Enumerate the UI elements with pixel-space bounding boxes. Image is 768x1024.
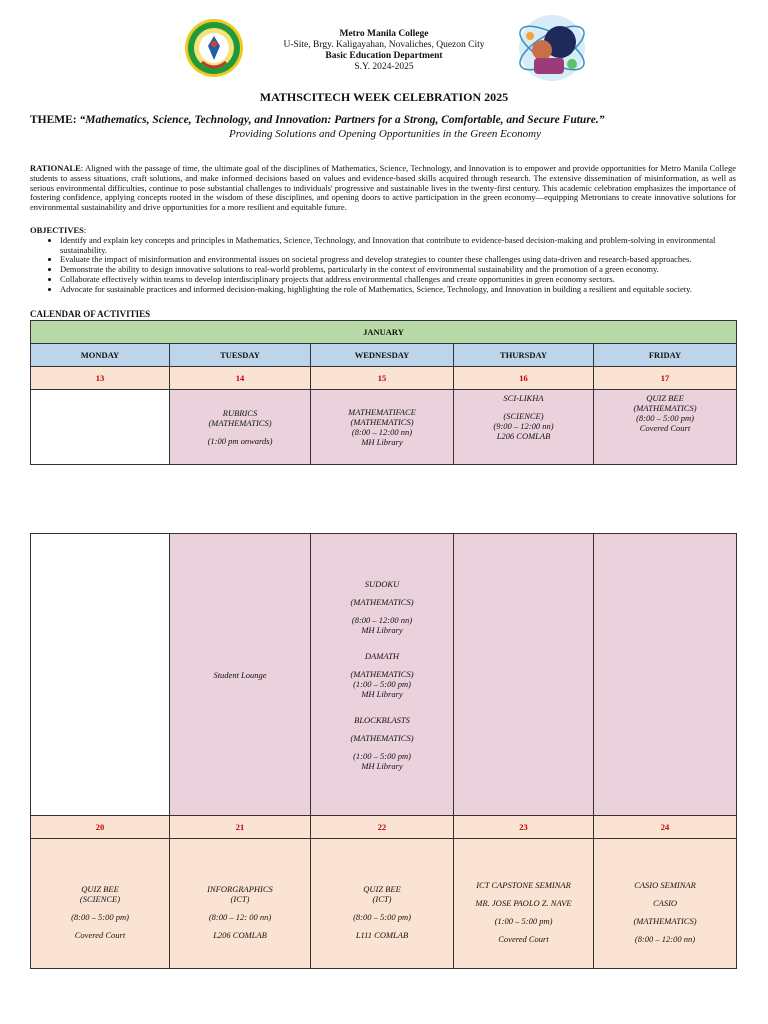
event-venue: Covered Court bbox=[639, 423, 691, 433]
event-cell-friday-cont bbox=[594, 534, 737, 816]
event-cell-wednesday-15 bbox=[311, 390, 454, 465]
date-cell: 21 bbox=[170, 816, 311, 839]
event-name: RUBRICS bbox=[222, 408, 258, 418]
date-cell: 16 bbox=[454, 367, 594, 390]
event-venue: Covered Court bbox=[74, 929, 126, 940]
event-time: (8:00 – 12:00 nn) bbox=[634, 933, 696, 944]
calendar-label: CALENDAR OF ACTIVITIES bbox=[30, 309, 151, 319]
objectives-list bbox=[30, 236, 736, 295]
event-time: (9:00 – 12:00 nn) bbox=[493, 421, 554, 431]
event-venue: L206 COMLAB bbox=[496, 431, 551, 441]
event-cell-tuesday-cont bbox=[170, 534, 311, 816]
objective-item: • Collaborate effectively within teams to develop interdisciplinary projects that address environmental challenges and create opportunities in green economy sectors. bbox=[60, 275, 736, 285]
event-cell-tuesday-21 bbox=[170, 839, 311, 969]
calendar-table-week2 bbox=[30, 533, 737, 969]
day-header-wednesday: WEDNESDAY bbox=[311, 344, 454, 367]
event-name: ICT CAPSTONE SEMINAR bbox=[476, 879, 571, 890]
event-time: (8:00 – 12:00 nn) bbox=[351, 614, 413, 625]
event-cell-monday-20 bbox=[31, 839, 170, 969]
school-name: Metro Manila College bbox=[339, 29, 429, 39]
event-name: SCI-LIKHA bbox=[503, 393, 544, 403]
event-cell-thursday-16 bbox=[454, 390, 594, 465]
event-time: (8:00 – 5:00 pm) bbox=[71, 911, 129, 922]
event-venue: L111 COMLAB bbox=[355, 929, 409, 940]
theme-subtitle: Providing Solutions and Opening Opportunities in the Green Economy bbox=[228, 128, 542, 140]
date-cell: 17 bbox=[594, 367, 737, 390]
event-name: DAMATH bbox=[364, 650, 400, 661]
event-subject: (MATHEMATICS) bbox=[633, 915, 697, 926]
objective-item: • Demonstrate the ability to design innovative solutions to real-world problems, particularly in the context of environmental sustainability and the promotion of a green economy. bbox=[60, 265, 736, 275]
theme-text: “Mathematics, Science, Technology, and Innovation: Partners for a Strong, Comfortable, and Secure Future.” bbox=[79, 114, 605, 126]
event-subject: (SCIENCE) bbox=[79, 893, 121, 904]
day-header-thursday: THURSDAY bbox=[454, 344, 594, 367]
objective-item: • Identify and explain key concepts and principles in Mathematics, Science, Technology, and Innovation that contribute to evidence-based decision-making and problem-solving in environmental sustainability. bbox=[60, 236, 736, 256]
event-cell-monday-cont bbox=[31, 534, 170, 816]
school-year: S.Y. 2024-2025 bbox=[354, 62, 414, 72]
page-title: MATHSCITECH WEEK CELEBRATION 2025 bbox=[259, 90, 509, 104]
day-header-friday: FRIDAY bbox=[594, 344, 737, 367]
event-time: (8:00 – 5:00 pm) bbox=[353, 911, 411, 922]
event-cell-friday-17 bbox=[594, 390, 737, 465]
event-speaker: MR. JOSE PAOLO Z. NAVE bbox=[475, 897, 572, 908]
school-header bbox=[0, 29, 768, 73]
event-subject: (MATHEMATICS) bbox=[208, 418, 272, 428]
calendar-table-week1 bbox=[30, 320, 737, 465]
objectives-section: OBJECTIVES: • Identify and explain key concepts and principles in Mathematics, Science, Technology, and Innovation that contribute to evidence-based decision-making and problem-solving in environmental sustainability. • Evaluate the impact of misinformation and environmental issues on societal progress and develop strategies to counter these challenges using data-driven and research-based approaches. • Demonstrate the ability to design innovative solutions to real-world problems, particularly in the context of environmental sustainability and the promotion of a green economy. • Collaborate effectively within teams to develop interdisciplinary projects that address environmental challenges and create opportunities in green economy sectors. • Advocate for sustainable practices and informed decision-making, highlighting the role of Mathematics, Science, Technology, and Innovation in building a resilient and equitable society. bbox=[30, 226, 736, 295]
event-subject: (SCIENCE) bbox=[503, 411, 544, 421]
event-subject: (MATHEMATICS) bbox=[350, 596, 414, 607]
date-cell: 14 bbox=[170, 367, 311, 390]
event-subject: (MATHEMATICS) bbox=[633, 403, 697, 413]
event-venue: MH Library bbox=[361, 688, 403, 699]
event-subject: (ICT) bbox=[372, 893, 392, 904]
event-subject: (ICT) bbox=[230, 893, 250, 904]
event-cell-monday-13 bbox=[31, 390, 170, 465]
event-cell-wednesday-cont bbox=[311, 534, 454, 816]
date-cell: 22 bbox=[311, 816, 454, 839]
event-sponsor: CASIO bbox=[652, 897, 678, 908]
date-cell: 15 bbox=[311, 367, 454, 390]
theme-label: THEME: bbox=[30, 114, 77, 126]
rationale-text: : Aligned with the passage of time, the ultimate goal of the disciplines of Mathematics, Science, Technology, and Innovation is to empower and provide opportunities for Metro Manila College students to assess situations, craft solutions, and make informed decisions based on values and evidence-based skills acquired through research. The extensive dissemination of misinformation, as well as serious environmental difficulties, continue to pose substantial challenges to individuals' progressive and sustainable lives in the twenty-first century. This academic celebration emphasizes the importance of fostering confidence, applying concepts rooted in the wisdom of these disciplines, and opening doors to active participation in the green economy—equipping Metronians to create innovative solutions for environmental sustainability and drive opportunities for a more resilient and equitable future. bbox=[30, 163, 736, 213]
event-time: (8:00 – 5:00 pm) bbox=[636, 413, 694, 423]
event-venue: Student Lounge bbox=[213, 669, 267, 680]
event-venue: MH Library bbox=[361, 624, 403, 635]
department: Basic Education Department bbox=[325, 51, 443, 61]
date-cell: 13 bbox=[31, 367, 170, 390]
theme-block bbox=[30, 114, 740, 141]
event-name: QUIZ BEE bbox=[646, 393, 684, 403]
event-venue: L206 COMLAB bbox=[213, 929, 267, 940]
event-name: QUIZ BEE bbox=[81, 883, 119, 894]
event-time: (1:00 – 5:00 pm) bbox=[494, 915, 553, 926]
event-cell-thursday-cont bbox=[454, 534, 594, 816]
date-cell: 20 bbox=[31, 816, 170, 839]
event-time: (8:00 – 12: 00 nn) bbox=[208, 911, 272, 922]
event-time: (1:00 pm onwards) bbox=[207, 436, 273, 446]
event-name: BLOCKBLASTS bbox=[354, 714, 410, 725]
date-cell: 23 bbox=[454, 816, 594, 839]
school-address: U-Site, Brgy. Kaligayahan, Novaliches, Quezon City bbox=[283, 40, 485, 50]
month-header: JANUARY bbox=[31, 321, 737, 344]
event-subject: (MATHEMATICS) bbox=[350, 668, 414, 679]
event-subject: (MATHEMATICS) bbox=[350, 417, 414, 427]
event-name: CASIO SEMINAR bbox=[634, 879, 696, 890]
day-header-monday: MONDAY bbox=[31, 344, 170, 367]
date-cell: 24 bbox=[594, 816, 737, 839]
event-cell-thursday-23 bbox=[454, 839, 594, 969]
event-subject: (MATHEMATICS) bbox=[350, 732, 414, 743]
rationale-paragraph bbox=[30, 164, 736, 213]
event-name: MATHEMATIFACE bbox=[348, 407, 416, 417]
event-cell-friday-24 bbox=[594, 839, 737, 969]
event-time: (1:00 – 5:00 pm) bbox=[353, 750, 411, 761]
event-name: INFORGRAPHICS bbox=[207, 883, 273, 894]
event-name: SUDOKU bbox=[364, 578, 400, 589]
event-time: (1:00 – 5:00 pm) bbox=[353, 678, 411, 689]
event-cell-tuesday-14 bbox=[170, 390, 311, 465]
event-time: (8:00 – 12:00 nn) bbox=[351, 427, 413, 437]
day-header-tuesday: TUESDAY bbox=[170, 344, 311, 367]
event-name: QUIZ BEE bbox=[363, 883, 401, 894]
objective-item: • Advocate for sustainable practices and informed decision-making, highlighting the role of Mathematics, Science, Technology, and Innovation in building a resilient and equitable society. bbox=[60, 285, 736, 295]
event-venue: MH Library bbox=[361, 760, 403, 771]
rationale-label: RATIONALE bbox=[30, 163, 81, 173]
event-venue: Covered Court bbox=[498, 933, 549, 944]
event-cell-wednesday-22 bbox=[311, 839, 454, 969]
objectives-label: OBJECTIVES bbox=[30, 225, 84, 235]
event-venue: MH Library bbox=[361, 437, 403, 447]
objective-item: • Evaluate the impact of misinformation and environmental issues on societal progress and develop strategies to counter these challenges using data-driven and research-based approaches. bbox=[60, 255, 736, 265]
